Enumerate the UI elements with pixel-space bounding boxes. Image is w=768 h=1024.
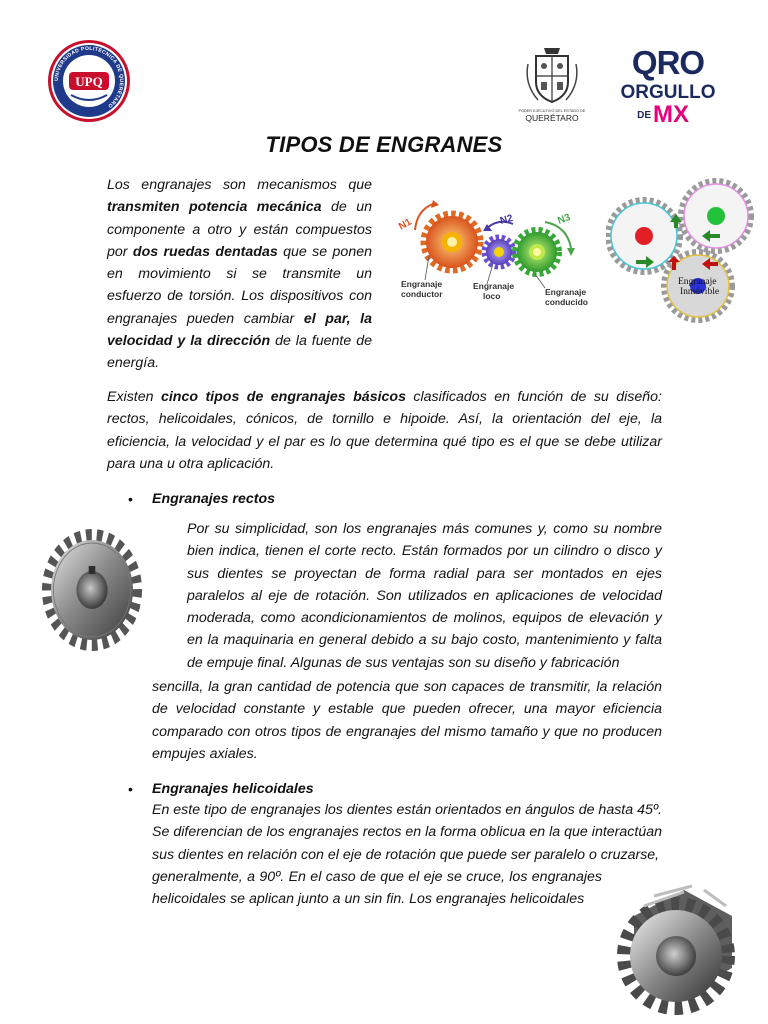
n3-label: N3 (556, 212, 573, 227)
bullet-point: • (128, 491, 133, 507)
planetary-gear-diagram (606, 176, 754, 328)
helicoidales-paragraph-a: En este tipo de engranajes los dientes están orientados en ángulos de hasta 45º. Se diferencian de los engranajes rectos en la forma oblicua en la que interactúan sus dientes en relación con el eje de rotación que puede ser paralelo o cruzarse, (152, 802, 662, 863)
upq-logo-text: UPQ (75, 74, 103, 89)
label-conductor-line2: conductor (401, 289, 443, 299)
page-title: TIPOS DE ENGRANES (265, 132, 503, 157)
intro-text-3: que se ponen en movimiento si se transmite un esfuerzo de torsión. Los dispositivos con engranajes pueden cambiar (107, 243, 372, 327)
para2-text-1: Existen (107, 389, 161, 405)
bullet-point: • (128, 781, 133, 797)
intro-bold-2: dos ruedas dentadas (132, 243, 278, 260)
upq-ring-text: UNIVERSIDAD POLITÉCNICA DE QUERÉTARO (53, 45, 125, 109)
spur-gear-image (30, 520, 150, 658)
section-heading-rectos: Engranajes rectos (152, 491, 276, 507)
intro-bold-3: el par, la velocidad y la dirección (107, 310, 372, 350)
label-conducido-line2: conducido (545, 297, 588, 307)
orgullo-de-text: DE (637, 110, 651, 121)
n1-label: N1 (397, 216, 414, 233)
rectos-paragraph-b: sencilla, la gran cantidad de potencia que son capaces de transmitir, la relación de velocidad constante y estable que pueden ofrecer, una mayor eficiencia comparado con otros tipos de engranajes del mismo tamaño y que no producen empujes axiales. (152, 679, 662, 762)
gear-train-diagram (395, 190, 600, 315)
helical-gear-image (614, 876, 739, 1016)
seal-small-text: PODER EJECUTIVO DEL ESTADO DE (518, 109, 586, 113)
orgullo-mx-text: MX (653, 101, 689, 124)
n2-label: N2 (498, 212, 515, 227)
intro-text-4: de la fuente de energía. (107, 333, 372, 372)
planetary-label-line2: Inmóvible (680, 287, 720, 297)
queretaro-seal-logo (514, 44, 590, 124)
label-loco-line1: Engranaje (473, 281, 515, 291)
para2-bold-1: cinco tipos de engranajes básicos (160, 389, 406, 405)
label-loco-line2: loco (483, 291, 501, 301)
qro-orgullo-mx-logo (618, 44, 718, 124)
label-conducido-line1: Engranaje (545, 287, 587, 297)
helicoidales-paragraph-b: generalmente, a 90º. En el caso de que el eje se cruce, los engranajes helicoidales se aplican junto a un sin fin. Los engranajes helicoidales (152, 869, 602, 908)
orgullo-qro-text: QRO (631, 44, 705, 81)
seal-state-text: QUERÉTARO (525, 113, 579, 123)
upq-logo (47, 39, 131, 123)
intro-paragraph (107, 174, 372, 375)
orgullo-text: ORGULLO (620, 82, 716, 103)
types-paragraph (107, 386, 662, 475)
para2-text-2: clasificados en función de su diseño: rectos, helicoidales, cónicos, de tornillo e hipoide. Así, la orientación del eje, la eficiencia, la velocidad y el par es lo que determina qué tipo es el que se debe utilizar para una u otra aplicación. (107, 389, 662, 472)
intro-text-2: de un componente a otro y están compuestos por (107, 199, 372, 260)
intro-text-1: Los engranajes son mecanismos que (107, 177, 372, 193)
intro-bold-1: transmiten potencia mecánica (107, 199, 322, 216)
label-conductor-line1: Engranaje (401, 279, 443, 289)
section-heading-helicoidales: Engranajes helicoidales (152, 781, 314, 797)
rectos-paragraph-a: Por su simplicidad, son los engranajes más comunes y, como su nombre bien indica, tienen el corte recto. Están formados por un cilindro o disco y sus dientes se proyectan de forma radial para ser montados en ejes paralelos al eje de rotación. Son utilizados en aplicaciones de velocidad moderada, como acondicionamientos de molinos, equipos de elevación y en la maquinaria en general debido a su bajo costo, mantenimiento y falta de empuje final. Algunas de sus ventajas son su diseño y fabricación (187, 521, 662, 671)
planetary-label-line1: Engranaje (678, 277, 717, 287)
